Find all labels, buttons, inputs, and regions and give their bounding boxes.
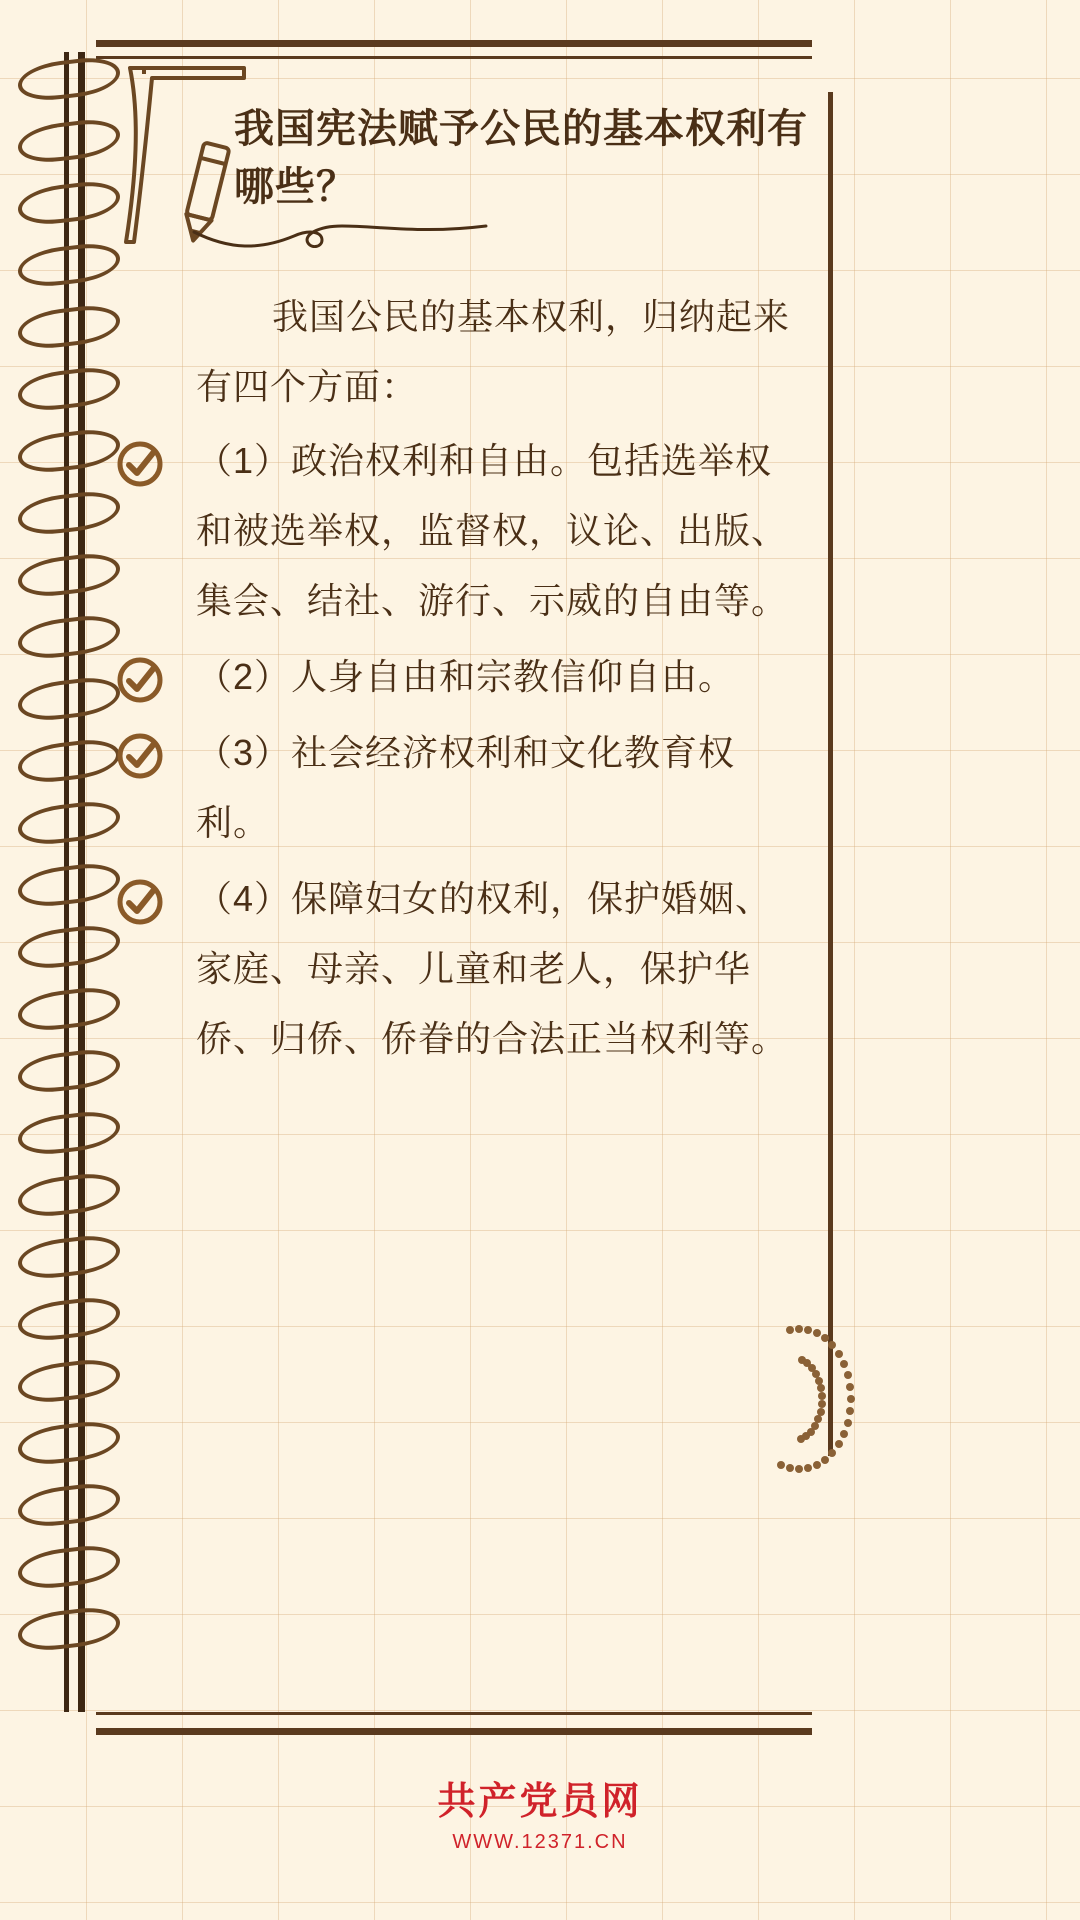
- site-logo-text: 共产党员网: [437, 1781, 643, 1823]
- check-circle-icon: [116, 878, 164, 926]
- decoration-dot: [786, 1464, 794, 1472]
- spiral-ring: [18, 798, 120, 849]
- decoration-dot: [804, 1326, 812, 1334]
- decoration-dot: [818, 1400, 826, 1408]
- spiral-ring: [18, 984, 120, 1035]
- decoration-dot: [846, 1383, 854, 1391]
- spiral-ring: [18, 240, 120, 291]
- spiral-ring: [18, 1170, 120, 1221]
- spiral-ring: [18, 922, 120, 973]
- list-item: [196, 718, 796, 858]
- spiral-ring: [18, 54, 120, 105]
- spiral-ring: [18, 860, 120, 911]
- spiral-ring: [18, 674, 120, 725]
- list-item: [196, 864, 796, 1074]
- check-circle-icon: [116, 732, 164, 780]
- decoration-dot: [817, 1384, 825, 1392]
- decoration-dot: [846, 1407, 854, 1415]
- decoration-dot: [797, 1435, 805, 1443]
- site-url: WWW.12371.CN: [452, 1831, 628, 1853]
- spiral-ring: [18, 116, 120, 167]
- spiral-ring: [18, 550, 120, 601]
- article-body: [196, 282, 796, 1080]
- right-margin-line: [828, 92, 833, 1456]
- spiral-ring: [18, 1356, 120, 1407]
- list-item-text: （4）保障妇女的权利，保护婚姻、家庭、母亲、儿童和老人，保护华侨、归侨、侨眷的合法正当权利等。: [196, 878, 789, 1059]
- decoration-dot: [786, 1326, 794, 1334]
- title-underline-flourish: [190, 216, 490, 256]
- list-item: [196, 426, 796, 636]
- list-item-text: （1）政治权利和自由。包括选举权和被选举权，监督权，议论、出版、集会、结社、游行、示威的自由等。: [196, 440, 789, 621]
- spiral-ring: [18, 1542, 120, 1593]
- page-title: 我国宪法赋予公民的基本权利有哪些？: [234, 107, 808, 209]
- check-circle-icon: [116, 440, 164, 488]
- spiral-ring: [18, 1046, 120, 1097]
- decoration-dot: [821, 1334, 829, 1342]
- decoration-dot: [847, 1395, 855, 1403]
- decoration-dot: [840, 1430, 848, 1438]
- spiral-ring: [18, 178, 120, 229]
- decoration-dot: [840, 1360, 848, 1368]
- list-item-text: （3）社会经济权利和文化教育权利。: [196, 732, 736, 843]
- decoration-dot: [813, 1461, 821, 1469]
- bottom-rule-thin: [96, 1712, 812, 1715]
- spiral-ring: [18, 612, 120, 663]
- decoration-dot: [835, 1350, 843, 1358]
- spiral-ring: [18, 736, 120, 787]
- check-circle-icon: [116, 656, 164, 704]
- footer: [0, 1770, 1080, 1854]
- spiral-ring: [18, 1232, 120, 1283]
- spiral-ring: [18, 426, 120, 477]
- decoration-dot: [818, 1392, 826, 1400]
- spiral-ring: [18, 1480, 120, 1531]
- top-rule-thin: [96, 56, 812, 59]
- spiral-ring: [18, 1418, 120, 1469]
- spiral-binding: [18, 52, 128, 1712]
- decoration-dot: [804, 1464, 812, 1472]
- list-item-text: （2）人身自由和宗教信仰自由。: [196, 656, 736, 697]
- decoration-dot: [821, 1456, 829, 1464]
- decoration-dot: [844, 1419, 852, 1427]
- list-item: [196, 642, 796, 712]
- spiral-ring: [18, 302, 120, 353]
- spiral-ring: [18, 1294, 120, 1345]
- decoration-dot: [795, 1465, 803, 1473]
- decoration-dot: [835, 1440, 843, 1448]
- spiral-ring: [18, 488, 120, 539]
- decoration-dot: [777, 1461, 785, 1469]
- decoration-dot: [828, 1341, 836, 1349]
- decoration-dot: [844, 1371, 852, 1379]
- spiral-ring: [18, 1604, 120, 1655]
- decoration-dot: [795, 1325, 803, 1333]
- top-rule-thick: [96, 40, 812, 47]
- decoration-dot: [828, 1449, 836, 1457]
- spiral-ring: [18, 364, 120, 415]
- spiral-ring: [18, 1108, 120, 1159]
- decoration-dot: [813, 1329, 821, 1337]
- dotted-arc-decoration: [740, 1320, 850, 1470]
- body-intro: 我国公民的基本权利，归纳起来有四个方面：: [196, 296, 791, 407]
- bottom-rule-thick: [96, 1728, 812, 1735]
